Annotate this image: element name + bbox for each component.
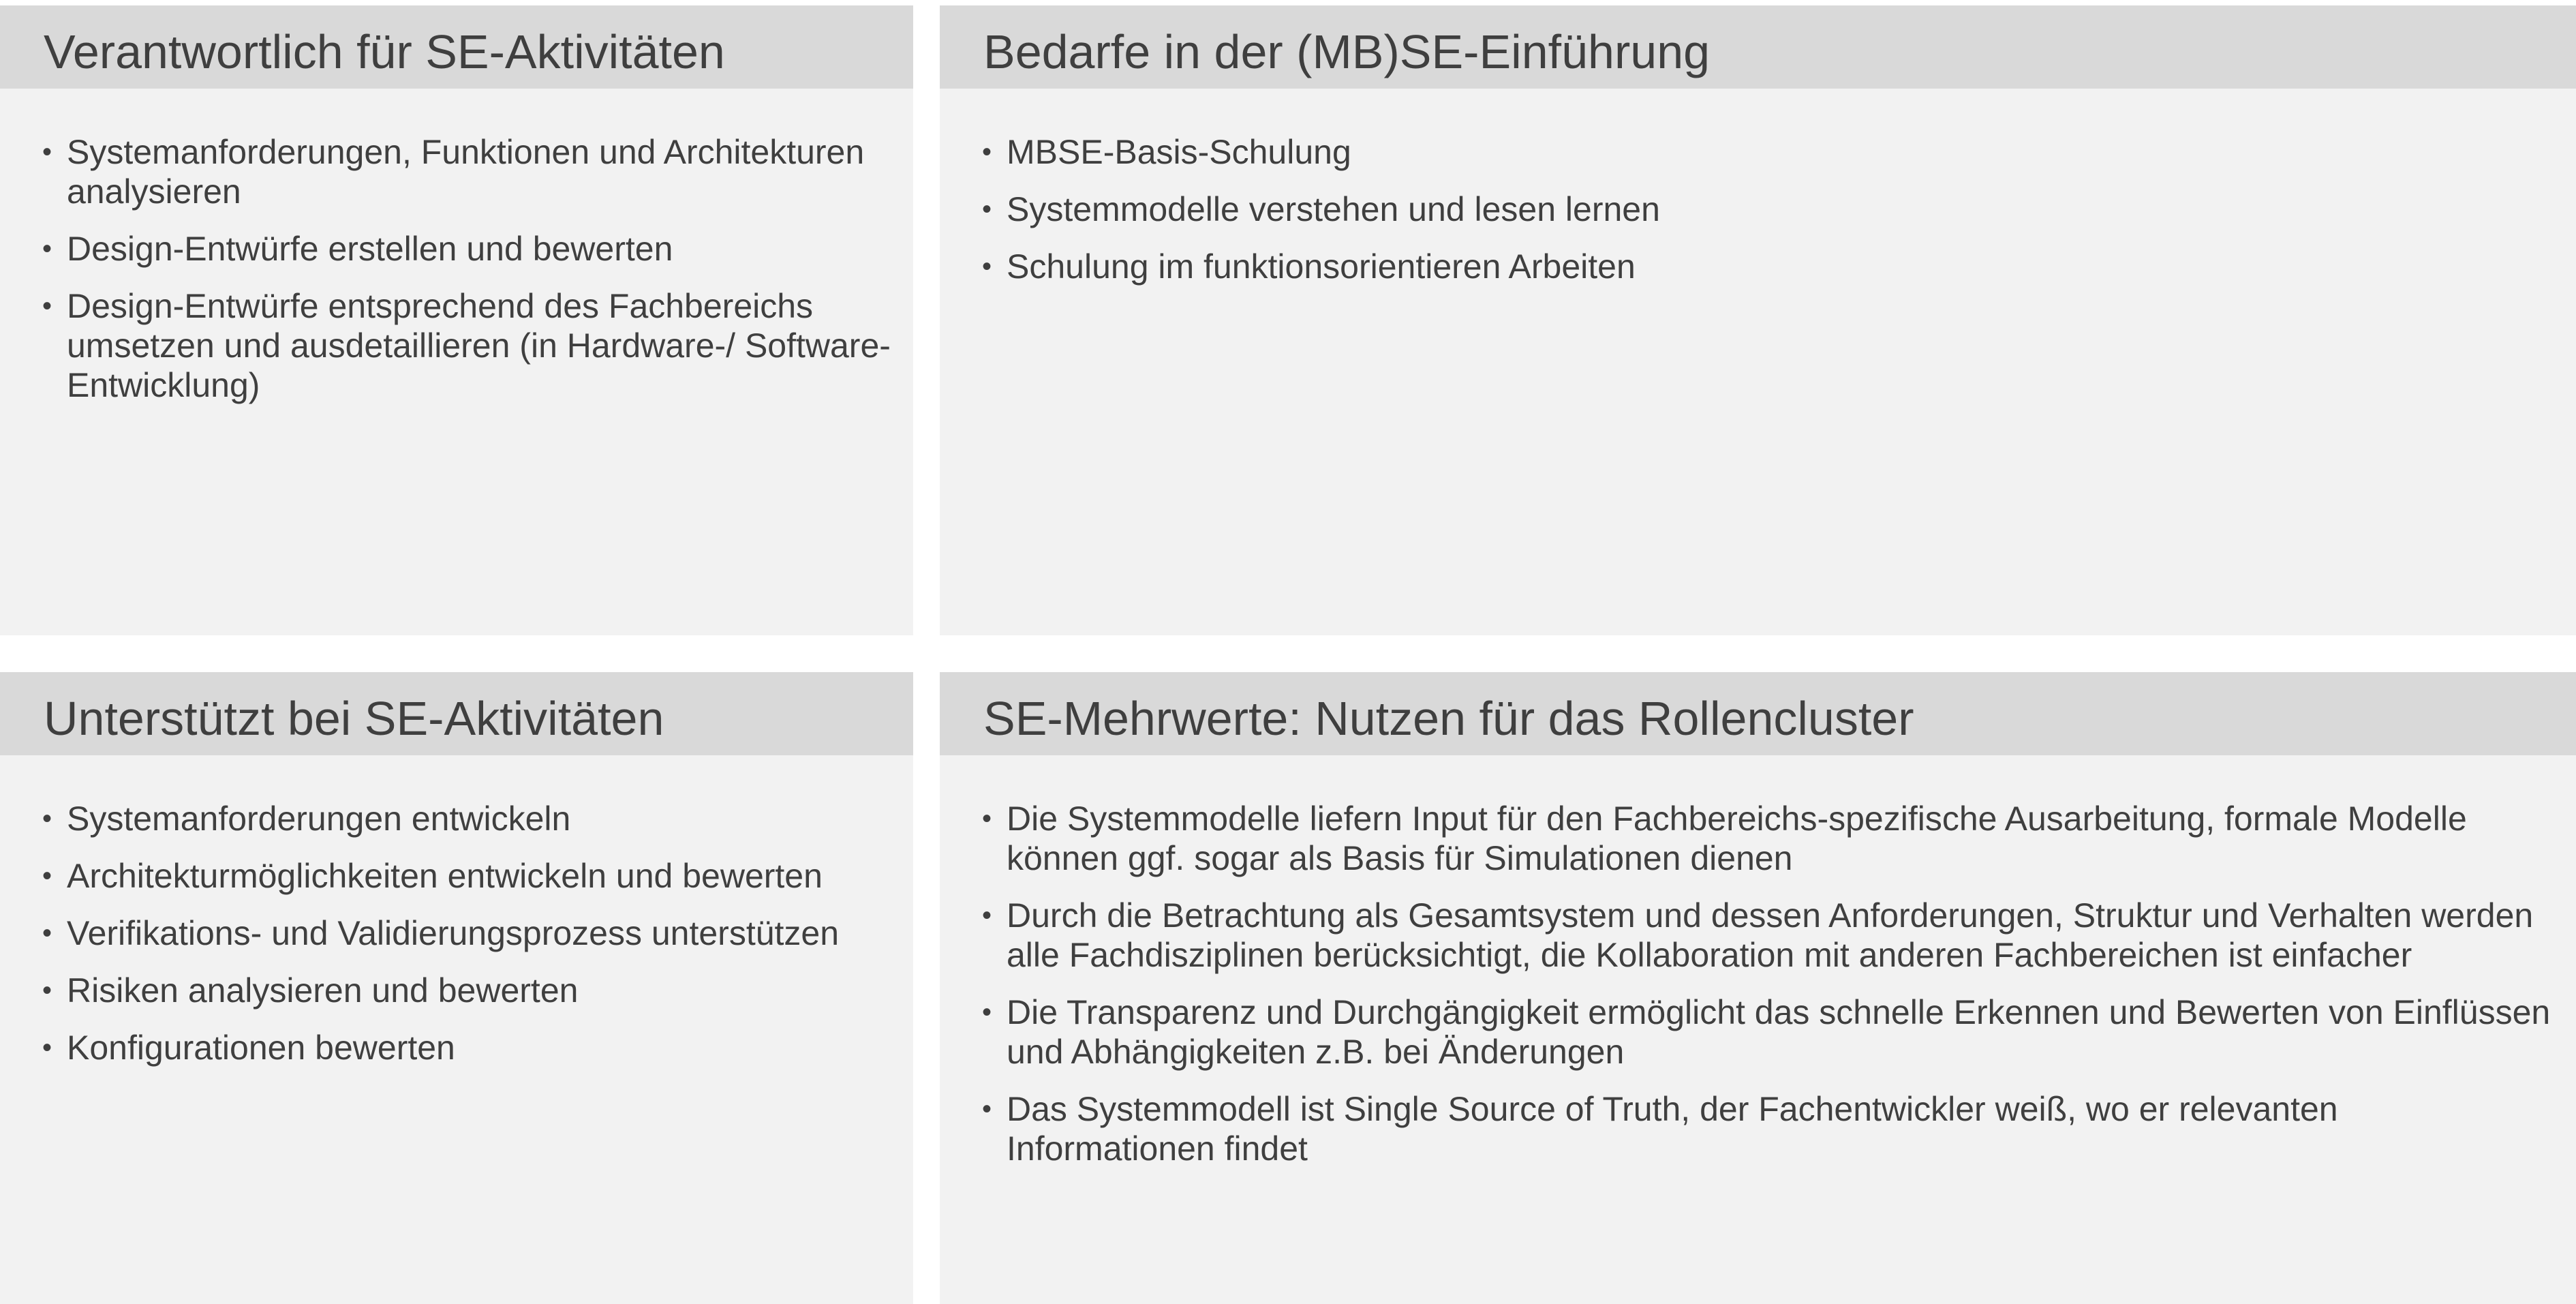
list-item-text: MBSE-Basis-Schulung (1007, 133, 1351, 171)
bullet-list (0, 799, 913, 1067)
list-item (940, 992, 2576, 1072)
list-item (940, 189, 2576, 229)
bullet-icon: • (982, 252, 992, 282)
list-item (940, 896, 2576, 975)
panel-title: Verantwortlich für SE-Aktivitäten (0, 5, 913, 89)
panel-unterstuetzt (0, 672, 913, 1304)
list-item (0, 132, 913, 211)
list-item (0, 856, 913, 896)
bullet-icon: • (982, 137, 992, 167)
list-item (0, 229, 913, 269)
bullet-list (0, 132, 913, 405)
panel-bedarfe (940, 5, 2576, 635)
list-item-text: Das Systemmodell ist Single Source of Truth, der Fachentwickler weiß, wo er relevanten Informationen findet (1007, 1090, 2338, 1168)
list-item (0, 799, 913, 838)
list-item-text: Risiken analysieren und bewerten (67, 971, 579, 1010)
panel-body (0, 89, 913, 405)
list-item-text: Die Systemmodelle liefern Input für den Fachbereichs-spezifische Ausarbeitung, formale Modelle können ggf. sogar als Basis für Simulationen dienen (1007, 800, 2467, 877)
panel-body (940, 755, 2576, 1168)
list-item-text: Systemmodelle verstehen und lesen lernen (1007, 190, 1660, 228)
panel-body (940, 89, 2576, 286)
list-item (940, 1089, 2576, 1168)
bullet-icon: • (982, 900, 992, 930)
list-item-text: Systemanforderungen, Funktionen und Architekturen analysieren (67, 133, 865, 211)
list-item-text: Design-Entwürfe erstellen und bewerten (67, 230, 673, 268)
list-item-text: Die Transparenz und Durchgängigkeit ermöglicht das schnelle Erkennen und Bewerten von Einflüssen und Abhängigkeiten z.B. bei Änderungen (1007, 993, 2551, 1071)
list-item-text: Verifikations- und Validierungsprozess unterstützen (67, 914, 840, 952)
list-item (0, 1028, 913, 1067)
bullet-icon: • (42, 918, 52, 948)
list-item-text: Konfigurationen bewerten (67, 1029, 455, 1067)
bullet-icon: • (982, 1094, 992, 1124)
panel-title: Unterstützt bei SE-Aktivitäten (0, 672, 913, 755)
list-item-text: Design-Entwürfe entsprechend des Fachbereichs umsetzen und ausdetaillieren (in Hardware-/ Software-Entwicklung) (67, 287, 891, 404)
panel-body (0, 755, 913, 1067)
bullet-icon: • (42, 861, 52, 891)
panel-mehrwerte (940, 672, 2576, 1304)
panel-verantwortlich (0, 5, 913, 635)
list-item-text: Schulung im funktionsorientieren Arbeiten (1007, 247, 1636, 286)
bullet-icon: • (42, 291, 52, 321)
bullet-icon: • (42, 804, 52, 834)
bullet-icon: • (42, 975, 52, 1005)
bullet-icon: • (42, 1033, 52, 1063)
bullet-list (940, 799, 2576, 1168)
bullet-icon: • (982, 194, 992, 224)
list-item (940, 799, 2576, 878)
bullet-icon: • (982, 804, 992, 834)
bullet-icon: • (982, 997, 992, 1027)
list-item-text: Systemanforderungen entwickeln (67, 800, 571, 838)
bullet-icon: • (42, 137, 52, 167)
panel-title: SE-Mehrwerte: Nutzen für das Rollencluster (940, 672, 2576, 755)
list-item (0, 971, 913, 1010)
list-item-text: Durch die Betrachtung als Gesamtsystem und dessen Anforderungen, Struktur und Verhalten werden alle Fachdisziplinen berücksichtigt, die Kollaboration mit anderen Fachbereichen ist einfacher (1007, 896, 2534, 974)
list-item (0, 286, 913, 405)
list-item (940, 247, 2576, 286)
list-item (0, 913, 913, 953)
list-item-text: Architekturmöglichkeiten entwickeln und bewerten (67, 857, 823, 895)
bullet-list (940, 132, 2576, 286)
bullet-icon: • (42, 234, 52, 264)
list-item (940, 132, 2576, 172)
panel-title: Bedarfe in der (MB)SE-Einführung (940, 5, 2576, 89)
